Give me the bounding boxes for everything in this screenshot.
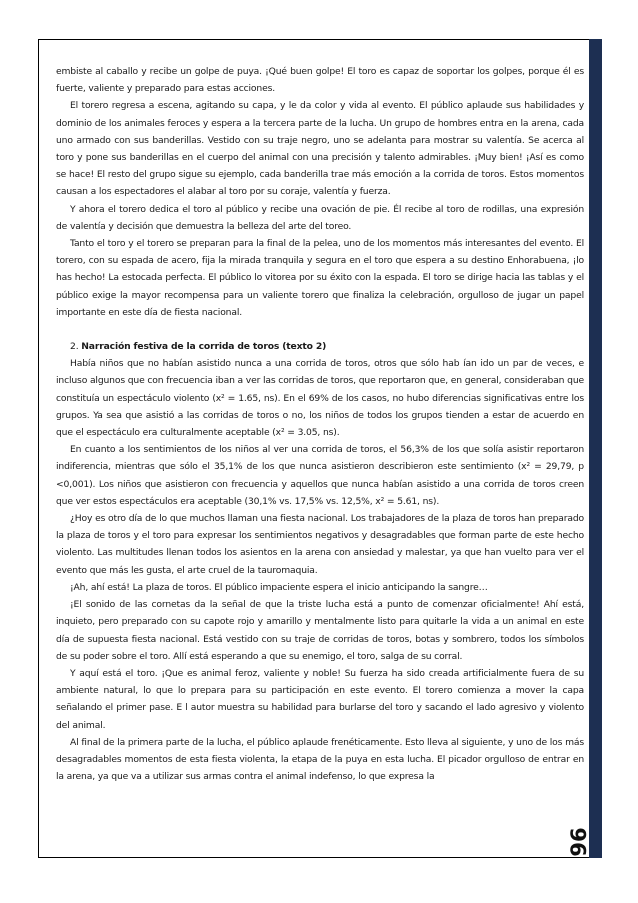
paragraph-2: El torero regresa a escena, agitando su capa, y le da color y vida al evento. El público aplaude sus habilidades y dominio de los animales feroces y espera a la tercera parte de la lucha. Un grupo de hombres entra en la arena, cada uno armado con sus banderillas. Vestido con su traje negro, uno se adelanta para mostrar su valentía. Se acerca al toro y pone sus banderillas en el cuerpo del animal con una precisión y talento admirables. ¡Muy bien! ¡Así es como se hace! El resto del grupo sigue su ejemplo, cada banderilla trae más emoción a la corrida de toros. Estos momentos causan a los espectadores el alabar al toro por su coraje, valentía y fuerza.: [56, 100, 584, 198]
paragraph-4: Tanto el toro y el torero se preparan para la final de la pelea, uno de los momentos más interesantes del evento. El torero, con su espada de acero, fija la mirada tranquila y segura en el toro que espera a su destino Enhorabuena, ¡lo has hecho! La estocada perfecta. El público lo vitorea por su éxito con la espada. El toro se dirige hacia las tablas y el público exige la mayor recompensa para un valiente torero que finaliza la celebración, orgulloso de jugar un papel importante en este día de fiesta nacional.: [56, 238, 584, 318]
section-2-number: 2.: [70, 341, 79, 353]
paragraph-3: Y ahora el torero dedica el toro al público y recibe una ovación de pie. Él recibe al toro de rodillas, una expresión de valentía y decisión que demuestra la belleza del arte del toreo.: [56, 203, 584, 232]
section-2-paragraph-2: En cuanto a los sentimientos de los niños al ver una corrida de toros, el 56,3% de los que solía asistir reportaron indiferencia, mientras que sólo el 35,1% de los que nunca asistieron describieron este sentimiento (x² = 29,79, p <0,001). Los niños que asistieron con frecuencia y aquellos que nunca habían asistido a una corrida de toros creen que ver estos espectáculos era aceptable (30,1% vs. 17,5% vs. 12,5%, x² = 5.61, ns).: [56, 444, 584, 507]
paragraph-1: embiste al caballo y recibe un golpe de puya. ¡Qué buen golpe! El toro es capaz de soportar los golpes, porque él es fuerte, valiente y preparado para estas acciones.: [56, 66, 584, 95]
section-2-paragraph-6: Y aquí está el toro. ¡Que es animal feroz, valiente y noble! Su fuerza ha sido creada artificialmente fuera de su ambiente natural, lo que lo prepara para su participación en este evento. El torero comienza a mover la capa señalando el primer pase. E l autor muestra su habilidad para burlarse del toro y sacando el lado agresivo y violento del animal.: [56, 667, 584, 731]
section-2-paragraph-4: ¡Ah, ahí está! La plaza de toros. El público impaciente espera el inicio anticipando la sangre…: [70, 581, 488, 593]
section-2-paragraph-5: ¡El sonido de las cornetas da la señal de que la triste lucha está a punto de comenzar oficialmente! Ahí está, inquieto, pero preparado con su capote rojo y amarillo y mentalmente listo para quitarle la vida a un animal en este día de supuesta fiesta nacional. Está vestido con su traje de corridas de toros, botas y sombrero, todos los símbolos de su poder sobre el toro. Allí está esperando a que su enemigo, el toro, salga de su corral.: [56, 599, 584, 662]
section-2-heading: [56, 338, 584, 355]
side-accent-bar: [589, 39, 602, 858]
section-2-paragraph-1: Había niños que no habían asistido nunca a una corrida de toros, otros que sólo hab ían ido un par de veces, e incluso algunos que con frecuencia iban a ver las corridas de toros, que reportaron que, en general, consideraban que constituía un espectáculo violento (x² = 1.65, ns). En el 69% de los casos, no hubo diferencias significativas entre los grupos. Ya sea que asistió a las corridas de toros o no, los niños de todos los grupos tienden a estar de acuerdo en que el espectáculo era culturalmente aceptable (x² = 3.05, ns).: [56, 358, 584, 439]
section-2-paragraph-3: ¿Hoy es otro día de lo que muchos llaman una fiesta nacional. Los trabajadores de la plaza de toros han preparado la plaza de toros y el toro para expresar los sentimientos negativos y desagradables que forman parte de este hecho violento. Las multitudes llenan todos los asientos en la arena con ansiedad y malestar, ya que han vuelto para ver el evento que más les gusta, el arte cruel de la tauromaquia.: [56, 513, 584, 576]
section-2-title: Narración festiva de la corrida de toros (texto 2): [81, 341, 327, 353]
page-number: 96: [567, 827, 591, 857]
document-body: [56, 63, 584, 785]
section-2-paragraph-7: Al final de la primera parte de la lucha, el público aplaude frenéticamente. Esto lleva al siguiente, y uno de los más desagradables momentos de esta fiesta violenta, la etapa de la puya en esta lucha. El picador orgulloso de entrar en la arena, ya que va a utilizar sus armas contra el animal indefenso, lo que expresa la: [56, 736, 584, 783]
